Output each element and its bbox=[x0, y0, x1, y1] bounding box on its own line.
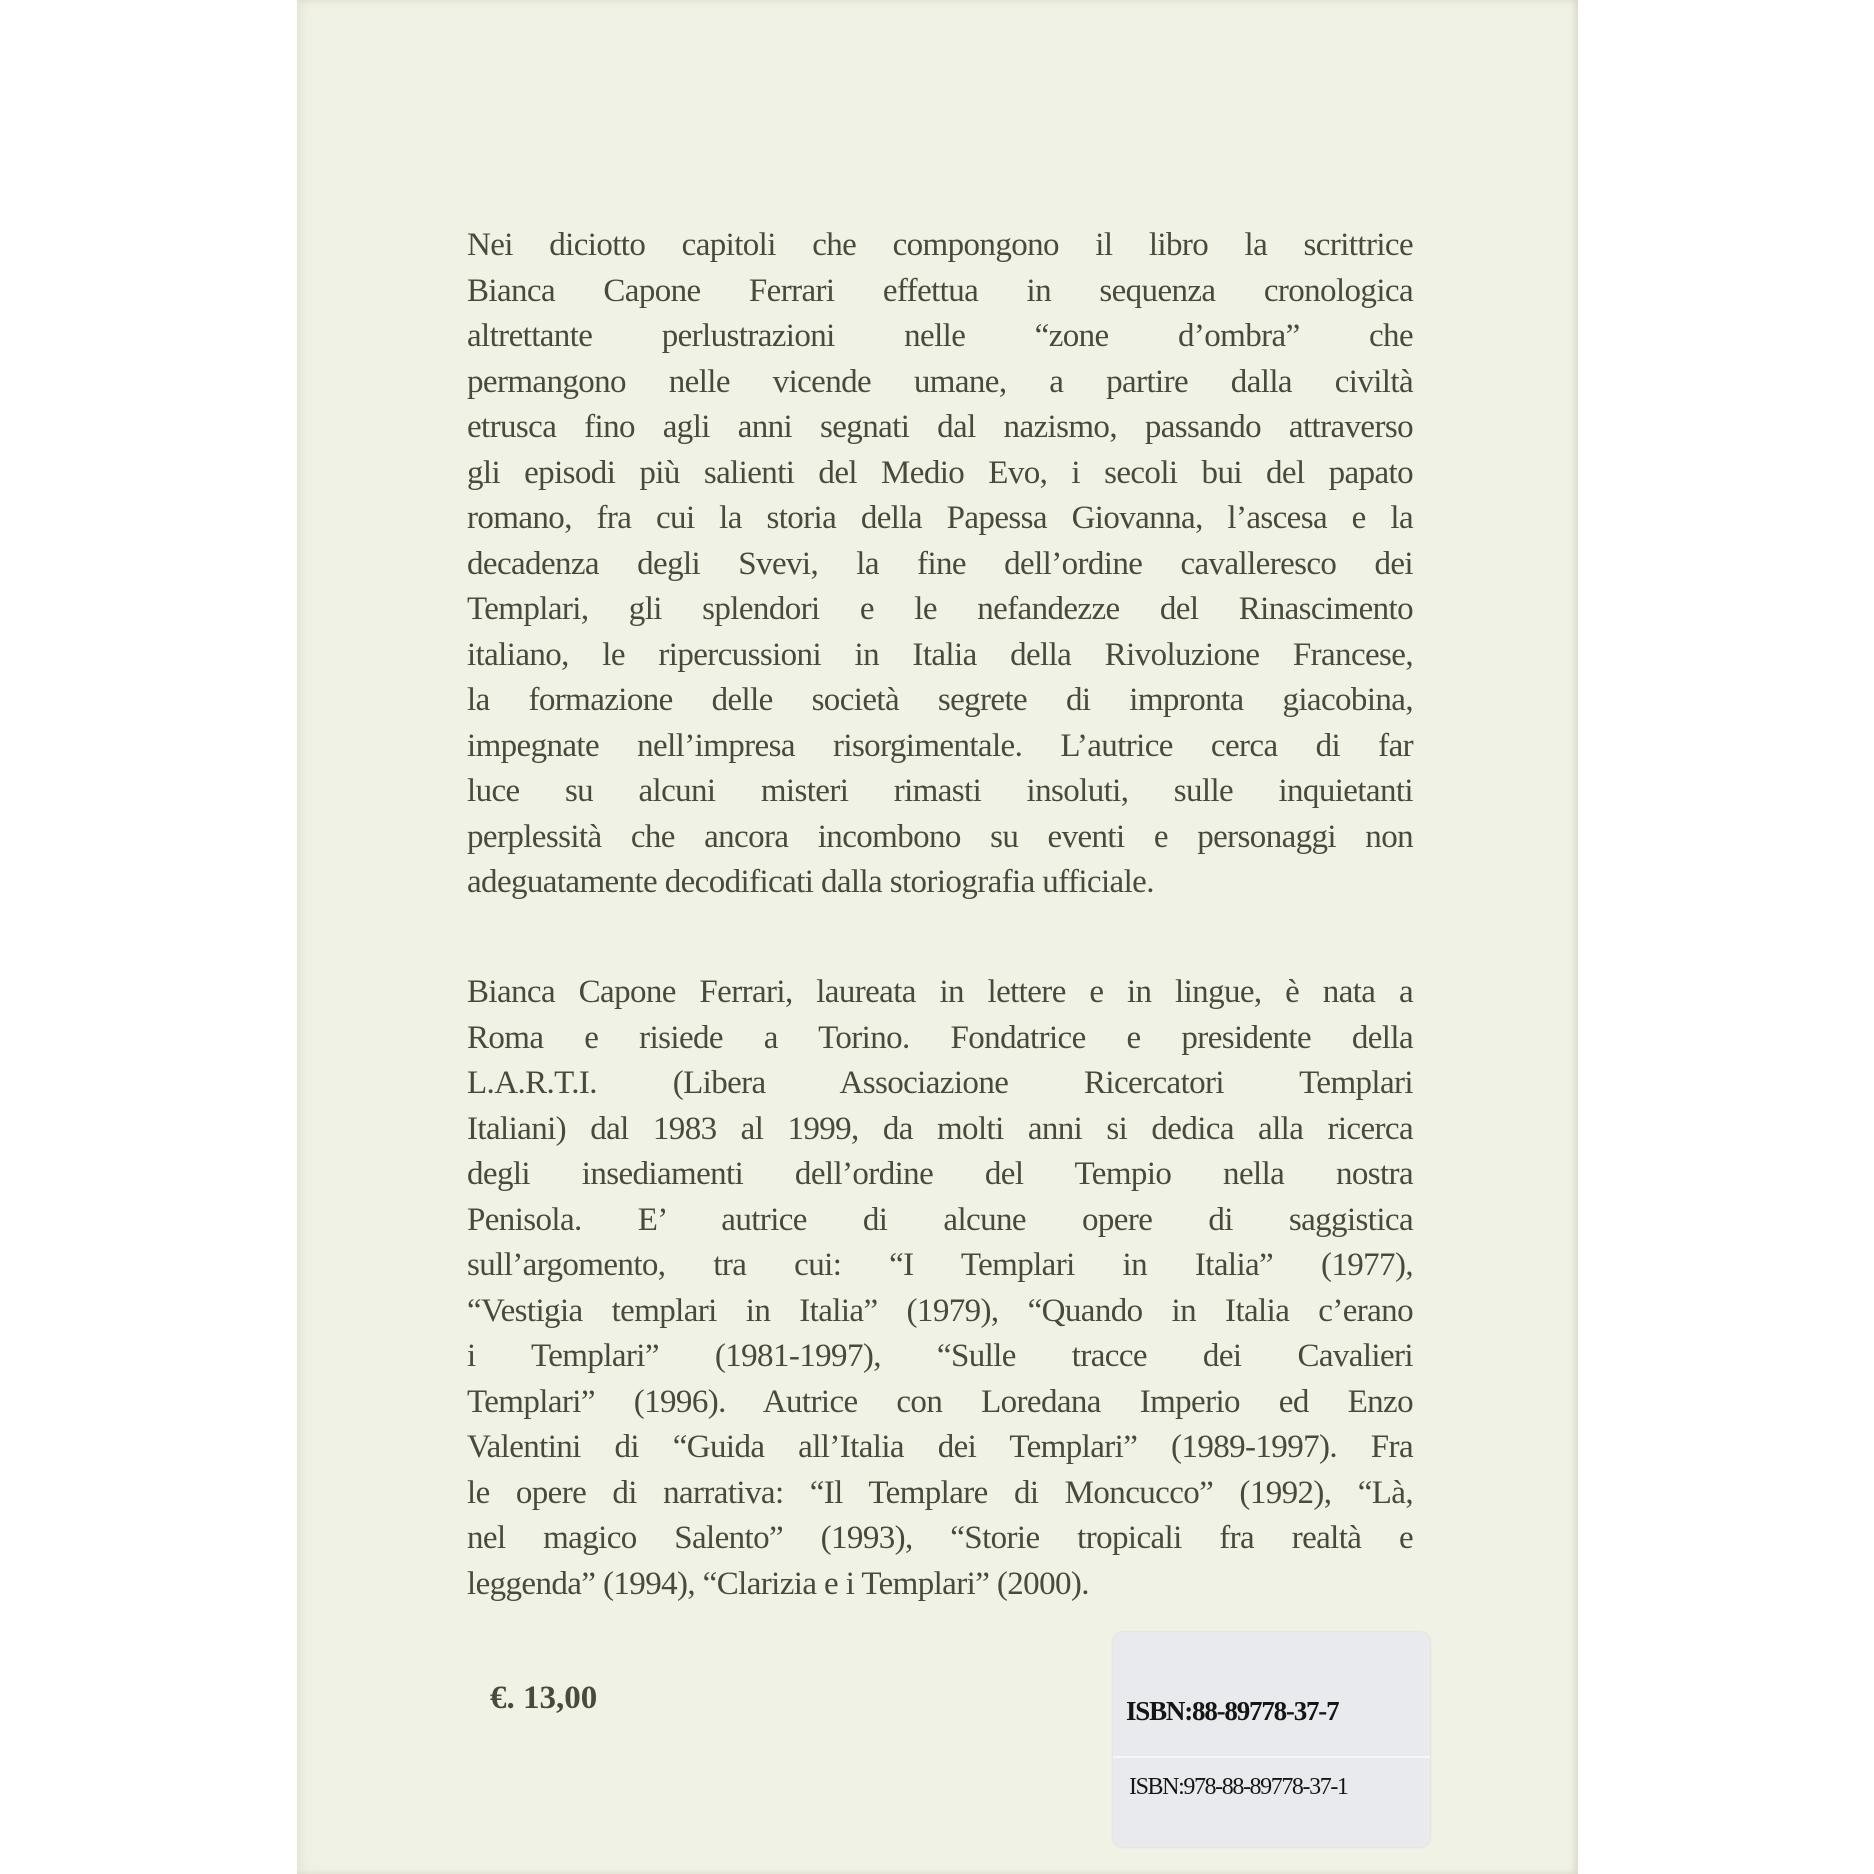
synopsis-line: gli episodi più salienti del Medio Evo, i secoli bui del papato bbox=[467, 454, 1413, 491]
isbn-10-label: ISBN:88-89778-37-7 bbox=[1126, 1696, 1339, 1726]
synopsis-line: Bianca Capone Ferrari effettua in sequenza cronologica bbox=[467, 272, 1413, 309]
price-label: €. 13,00 bbox=[490, 1680, 598, 1716]
bio-line: Templari” (1996). Autrice con Loredana Imperio ed Enzo bbox=[467, 1383, 1413, 1420]
synopsis-line: luce su alcuni misteri rimasti insoluti, sulle inquietanti bbox=[467, 773, 1413, 809]
sticker-divider bbox=[1113, 1756, 1430, 1758]
synopsis-line: Templari, gli splendori e le nefandezze del Rinascimento bbox=[467, 591, 1413, 627]
synopsis-line: italiano, le ripercussioni in Italia della Rivoluzione Francese, bbox=[467, 636, 1413, 673]
author-bio-paragraph bbox=[467, 970, 1413, 1607]
synopsis-line: decadenza degli Svevi, la fine dell’ordine cavalleresco dei bbox=[467, 545, 1413, 582]
bio-line: Italiani) dal 1983 al 1999, da molti anni si dedica alla ricerca bbox=[467, 1110, 1413, 1147]
synopsis-line: altrettante perlustrazioni nelle “zone d’ombra” che bbox=[467, 318, 1413, 354]
bio-line: i Templari” (1981-1997), “Sulle tracce dei Cavalieri bbox=[467, 1338, 1413, 1374]
bio-line: “Vestigia templari in Italia” (1979), “Quando in Italia c’erano bbox=[467, 1292, 1413, 1329]
bio-line: Penisola. E’ autrice di alcune opere di saggistica bbox=[467, 1201, 1413, 1238]
synopsis-line: romano, fra cui la storia della Papessa Giovanna, l’ascesa e la bbox=[467, 500, 1413, 536]
bio-line: leggenda” (1994), “Clarizia e i Templari” (2000). bbox=[467, 1565, 1089, 1602]
bio-line: nel magico Salento” (1993), “Storie tropicali fra realtà e bbox=[467, 1520, 1413, 1556]
synopsis-line: permangono nelle vicende umane, a partire dalla civiltà bbox=[467, 363, 1413, 400]
bio-line: Roma e risiede a Torino. Fondatrice e presidente della bbox=[467, 1019, 1413, 1056]
synopsis-line: la formazione delle società segrete di impronta giacobina, bbox=[467, 682, 1413, 718]
bio-line: degli insediamenti dell’ordine del Tempio nella nostra bbox=[467, 1156, 1413, 1192]
bio-line: le opere di narrativa: “Il Templare di Moncucco” (1992), “Là, bbox=[467, 1474, 1413, 1511]
synopsis-line: perplessità che ancora incombono su eventi e personaggi non bbox=[467, 818, 1413, 855]
bio-line: sull’argomento, tra cui: “I Templari in Italia” (1977), bbox=[467, 1247, 1413, 1283]
synopsis-line: Nei diciotto capitoli che compongono il libro la scrittrice bbox=[467, 227, 1413, 263]
isbn-13-label: ISBN:978-88-89778-37-1 bbox=[1129, 1774, 1348, 1800]
synopsis-paragraph bbox=[467, 223, 1413, 906]
synopsis-line: adeguatamente decodificati dalla storiografia ufficiale. bbox=[467, 864, 1154, 900]
synopsis-line: impegnate nell’impresa risorgimentale. L’autrice cerca di far bbox=[467, 727, 1413, 764]
bio-line: L.A.R.T.I. (Libera Associazione Ricercatori Templari bbox=[467, 1065, 1413, 1101]
synopsis-line: etrusca fino agli anni segnati dal nazismo, passando attraverso bbox=[467, 409, 1413, 445]
bio-line: Bianca Capone Ferrari, laureata in lettere e in lingue, è nata a bbox=[467, 974, 1413, 1010]
bio-line: Valentini di “Guida all’Italia dei Templari” (1989-1997). Fra bbox=[467, 1429, 1413, 1465]
isbn-sticker bbox=[1113, 1632, 1430, 1847]
